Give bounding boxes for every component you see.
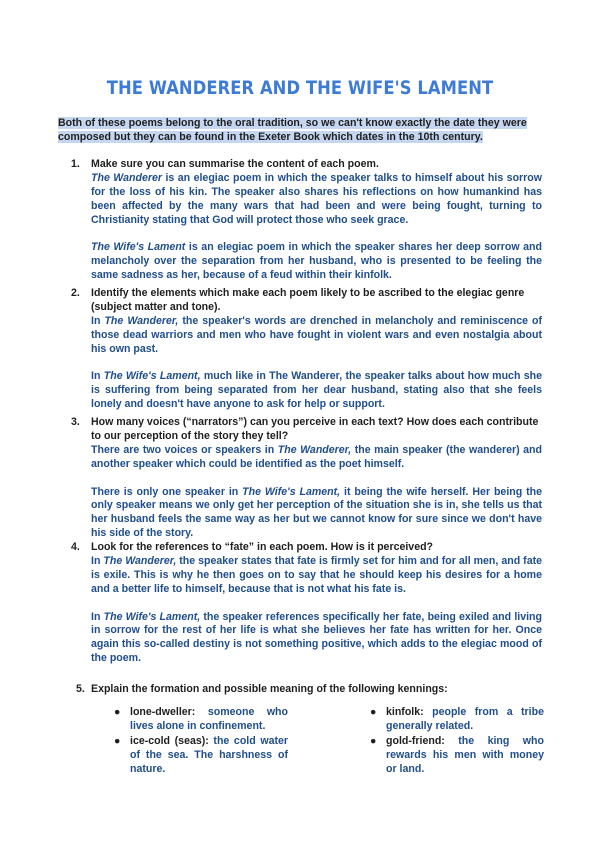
poem-title: The Wanderer, — [277, 443, 352, 456]
answer-paragraph — [91, 241, 542, 283]
kenning-definition: someone who lives alone in confinement. — [130, 706, 288, 732]
kenning-term: ice-cold (seas): — [130, 734, 209, 747]
answer-lead: In — [91, 554, 104, 567]
poem-title: The Wife's Lament, — [103, 610, 201, 623]
kennings-column-right — [368, 706, 544, 778]
bullet-icon: ● — [114, 734, 121, 747]
answer-paragraph — [91, 172, 542, 228]
question-number: 2. — [71, 287, 80, 299]
question-number: 4. — [71, 541, 80, 553]
list-item — [368, 706, 544, 734]
answer-text: the main speaker (the wanderer) and another speaker which could be identified as the poet himself. — [91, 443, 542, 470]
list-item — [368, 735, 544, 777]
intro-highlight: Both of these poems belong to the oral tradition, so we can't know exactly the date they were composed but they can be found in the Exeter Book which dates in the 10th century. — [58, 117, 527, 143]
bullet-icon: ● — [370, 734, 377, 747]
kenning-definition: the cold water of the sea. The harshness of nature. — [130, 734, 288, 775]
kenning-term: lone-dweller: — [130, 706, 196, 718]
bullet-icon: ● — [370, 706, 377, 718]
question-text: Identify the elements which make each poem likely to be ascribed to the elegiac genre (subject matter and tone). — [91, 287, 525, 313]
question-text: Make sure you can summarise the content of each poem. — [91, 158, 379, 170]
question-text: Explain the formation and possible meaning of the following kennings: — [91, 683, 448, 695]
answer-lead: In — [91, 370, 104, 383]
list-item — [112, 735, 288, 777]
bullet-icon: ● — [114, 706, 121, 718]
poem-title: The Wanderer, — [103, 554, 177, 567]
question-1 — [72, 158, 542, 283]
answer-text: the speaker references specifically her fate, being exiled and living in sorrow for the rest of her life is what she believes her fate has written for her. Once again this so-called destiny is not something positive, which adds to the elegiac mood of the poem. — [91, 610, 542, 665]
answer-text: much like in The Wanderer, the speaker talks about how much she is suffering from being separated from her dear husband, stating also that she feels lonely and doesn't have anyone to ask for help or support. — [91, 370, 542, 411]
answer-paragraph — [91, 444, 542, 472]
page-title: THE WANDERER AND THE WIFE'S LAMENT — [106, 77, 494, 99]
poem-title: The Wife's Lament — [91, 241, 186, 254]
answer-text: it being the wife herself. Her being the only speaker means we only get her perception of the situation she is in, she tells us that her husband feels the same way as her but we cannot know for sure since we don't have his side of the story. — [91, 485, 543, 540]
answer-lead: In — [91, 314, 105, 327]
answer-lead: There are two voices or speakers in — [91, 443, 278, 456]
question-4 — [72, 541, 542, 666]
poem-title: The Wife's Lament, — [242, 485, 341, 498]
kenning-definition: the king who rewards his men with money or land. — [386, 734, 544, 775]
question-3 — [72, 416, 542, 541]
list-item — [112, 706, 288, 734]
answer-paragraph — [91, 611, 542, 667]
question-number: 3. — [71, 416, 80, 428]
question-text: How many voices (“narrators”) can you perceive in each text? How does each contribute to our perception of the story they tell? — [91, 416, 539, 442]
answer-paragraph — [91, 315, 542, 357]
question-5 — [72, 683, 542, 697]
poem-title: The Wife's Lament, — [103, 370, 201, 383]
answer-text: is an elegiac poem in which the speaker talks to himself about his sorrow for the loss of his kin. The speaker also shares his reflections on how humankind has been affected by the many wars that had been and were being fought, turning to Christianity stating that God will protect those who seek grace. — [91, 171, 542, 226]
question-text: Look for the references to “fate” in each poem. How is it perceived? — [91, 541, 434, 553]
intro-paragraph — [58, 116, 542, 144]
answer-lead: In — [91, 610, 104, 623]
poem-title: The Wanderer, — [104, 314, 179, 327]
kennings-column-left — [112, 706, 288, 778]
answer-paragraph — [91, 555, 542, 597]
question-2 — [72, 287, 542, 412]
kenning-definition: people from a tribe generally related. — [386, 706, 544, 732]
poem-title: The Wanderer — [91, 171, 162, 184]
answer-text: is an elegiac poem in which the speaker shares her deep sorrow and melancholy over the separation from her husband, who is presented to be feeling the same sadness as her, because of a feud within their kinfolk. — [91, 241, 542, 282]
answer-paragraph — [91, 486, 542, 542]
kenning-term: gold-friend: — [386, 734, 445, 747]
question-number: 5. — [76, 683, 85, 695]
answer-text: the speaker states that fate is firmly set for him and for all men, and fate is exile. This is why he then goes on to say that he should keep his desires for a home and a better life to himself, because that is not what his fate is. — [91, 554, 542, 595]
question-number: 1. — [71, 158, 80, 170]
kenning-term: kinfolk: — [386, 706, 424, 718]
answer-text: the speaker's words are drenched in melancholy and reminiscence of those dead warriors and men who have fought in violent wars and even nostalgia about his own past. — [91, 314, 543, 355]
answer-lead: There is only one speaker in — [91, 485, 243, 498]
answer-paragraph — [91, 370, 542, 412]
